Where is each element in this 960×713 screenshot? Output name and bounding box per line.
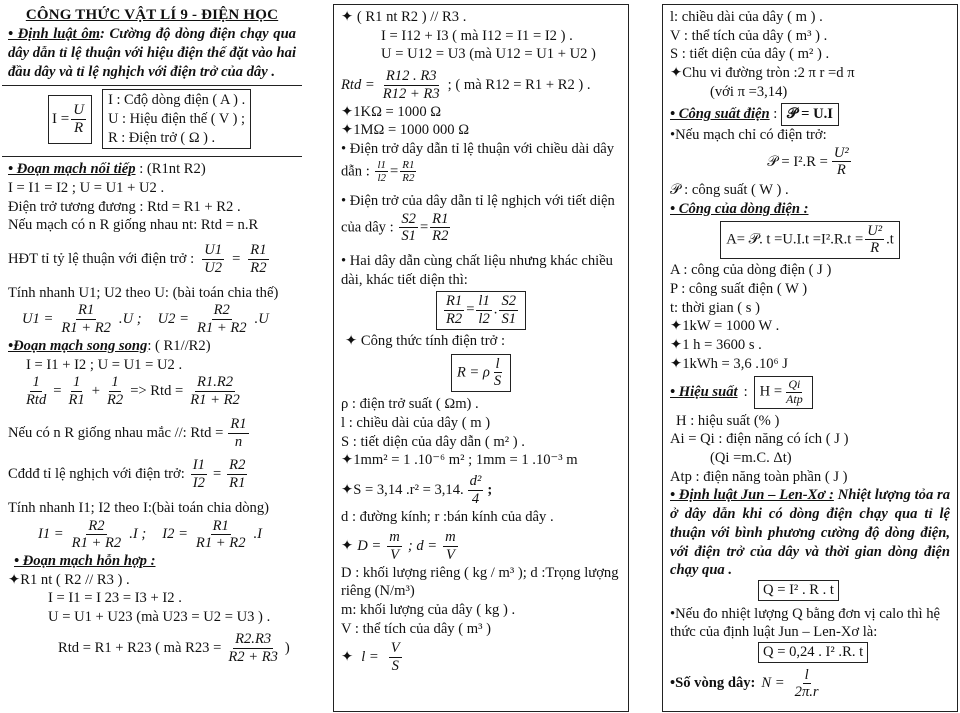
formula-text: V: [390, 546, 400, 563]
turns-row: [670, 667, 950, 702]
formula-text: R: [836, 162, 846, 179]
formula-text: R: [74, 119, 84, 136]
formula-text: I = I1 = I2 ; U = U1 + U2 .: [8, 180, 165, 197]
formula-text: R2: [229, 457, 246, 474]
column-middle: [333, 4, 629, 712]
formula-text: Nhiệt lượng tỏa ra ở dây dẫn khi có dòng điện chạy qua tỉ lệ thuận với bình phương cường độ dòng điện, với điện trở của dây và thời gian dòng điện chạy qua .: [670, 487, 951, 579]
formula-text: .t: [886, 231, 894, 248]
formula-text: 1: [111, 374, 119, 391]
formula-text: (với π =3,14): [710, 83, 788, 100]
formula-text: R1: [250, 242, 267, 259]
formula-text: HĐT tỉ tỷ lệ thuận với điện trở :: [8, 250, 195, 267]
formula-text: n: [234, 433, 243, 450]
formula-text: 1: [72, 374, 81, 391]
formula-text: S2: [501, 293, 517, 310]
ohm-legend: [102, 89, 251, 149]
formula-text: U1 =: [22, 311, 54, 328]
fraction: [832, 145, 851, 180]
fraction: [444, 293, 464, 328]
formula-text: Atp : điện năng toàn phần ( J ): [670, 468, 848, 485]
formula-text: Atp: [786, 392, 803, 406]
cal-formula: Q = 0,24 . I² .R. t: [758, 642, 868, 663]
fraction: [443, 529, 458, 564]
formula-text: R1: [402, 158, 415, 171]
formula-text: Ai = Qi : điện năng có ích ( J ): [670, 431, 849, 448]
res-prop: • Điện trở dây dẫn tỉ lệ thuận với chiều dài dây dẫn : $\frac{l1}{l2}$ = $\frac{R1}{R2}$: [341, 140, 615, 185]
ohm-text: : Cường độ dòng điện chạy qua dây dẫn tỉ lệ thuận với hiệu điện thế đặt vào hai đầu dây và tỉ lệ nghịch với điện trở của dây .: [8, 26, 296, 80]
formula-text: l =: [361, 649, 379, 666]
formula-text: U = U1 + U23 (mà U23 = U2 = U3 ) .: [48, 609, 271, 626]
formula-text: H : hiệu suất (% ): [676, 412, 780, 429]
formula-text: N =: [761, 675, 785, 692]
formula-text: ; d =: [407, 538, 438, 555]
formula-text: U : Hiệu điện thế ( V ) ;: [108, 110, 246, 127]
fraction: [492, 356, 503, 391]
formula-text: • Công suất điện: [670, 106, 770, 123]
formula-text: l: chiều dài của dây ( m ) .: [670, 9, 823, 25]
formula-text: R1: [78, 302, 95, 319]
formula-text: A : công của dòng điện ( J ): [670, 262, 832, 279]
fraction: [375, 159, 388, 185]
fraction: [248, 242, 268, 277]
formula-text: • Hai dây dẫn cùng chất liệu nhưng khác chiều dài, khác tiết diện thì:: [341, 253, 613, 288]
ohm-law: [8, 25, 296, 81]
formula-text: V: [445, 546, 455, 563]
formula-text: R2: [213, 302, 230, 319]
fraction: [59, 302, 113, 337]
formula-text: R1: [212, 517, 229, 534]
formula-text: Nếu có n R giống nhau mắc //: Rtd =: [8, 424, 224, 441]
formula-text: l2: [377, 172, 386, 185]
fraction: [67, 374, 87, 409]
i-split-formula: [8, 518, 296, 553]
formula-text: ✦: [341, 649, 354, 666]
formula-text: D =: [357, 538, 382, 555]
formula-text: ✦ ( R1 nt R2 ) // R3 .: [341, 9, 467, 25]
joule-formula-row: [670, 580, 950, 601]
formula-text: t: thời gian ( s ): [670, 299, 760, 316]
series-section: [8, 160, 296, 336]
formula-text: ✦1KΩ = 1000 Ω: [341, 103, 442, 120]
formula-text: I : Cđộ dòng điện ( A ) .: [108, 92, 246, 109]
mixed-rtd-formula: [8, 631, 296, 666]
formula-text: ✦R1 nt ( R2 // R3 ) .: [8, 571, 130, 588]
formula-text: Tính nhanh U1; U2 theo U: (bài toán chia thế): [8, 284, 279, 301]
formula-text: U2 =: [157, 311, 189, 328]
formula-text: P : công suất điện ( W ): [670, 280, 808, 297]
mixed-section: [8, 552, 296, 665]
formula-text: I2: [192, 475, 205, 492]
formula-text: ✦1kWh = 3,6 .10⁶ J: [670, 355, 788, 372]
formula-text: ✦1kW = 1000 W .: [670, 318, 780, 335]
formula-text: V: [390, 640, 400, 657]
formula-text: R2: [250, 259, 267, 276]
formula-text: I =: [52, 110, 70, 127]
formula-text: U²: [867, 222, 883, 239]
fraction: [865, 223, 884, 258]
formula-text: R1: [432, 210, 449, 227]
fraction: [105, 374, 125, 409]
ohm-formula-row: [8, 89, 296, 149]
formula-text: U = U12 = U3 (mà U12 = U1 + U2 ): [381, 46, 596, 63]
resistance-formula: [341, 354, 621, 393]
cddd-ratio: Cđdđ tỉ lệ nghịch với điện trở: $\frac{I1}{I2}$ = $\frac{R2}{R1}$: [8, 457, 246, 492]
formula-text: m: khối lượng của dây ( kg ) .: [341, 602, 516, 619]
formula-text: S: [493, 373, 502, 390]
efficiency-row: • Hiệu suất : H = $\frac{Qi}{\text{Atp}}$: [670, 376, 950, 409]
formula-text: d²: [469, 472, 482, 489]
formula-text: Rtd =: [341, 76, 375, 93]
formula-text: Rtd = R1 + R23 ( mà R23 =: [58, 639, 222, 656]
formula-text: V : thể tích của dây ( m³ ): [341, 620, 491, 637]
formula-text: => Rtd =: [130, 383, 184, 400]
formula-text: V : thể tích của dây ( m³ ) .: [670, 27, 828, 44]
ohm-formula: [48, 95, 92, 145]
fraction: [399, 211, 418, 246]
formula-text: .I: [253, 526, 263, 543]
formula-text: I = I1 + I2 ; U = U1 = U2 .: [26, 356, 183, 373]
formula-text: R12 + R3: [382, 85, 440, 102]
formula-text: •Nếu mạch chỉ có điện trở:: [670, 127, 827, 144]
formula-text: ✦S = 3,14 .r² = 3,14.: [341, 481, 464, 498]
formula-text: • Điện trở dây dẫn tỉ lệ thuận với chiều dài dây dẫn :: [341, 140, 615, 180]
formula-text: ): [284, 639, 290, 656]
density-formula: [341, 529, 621, 564]
formula-text: R1 + R2: [71, 535, 122, 552]
formula-text: ✦1 h = 3600 s .: [670, 336, 762, 353]
formula-text: .U ;: [118, 311, 142, 328]
formula-text: R2: [432, 228, 449, 245]
formula-text: R2: [402, 172, 415, 185]
formula-text: ✦Chu vi đường tròn :2 π r =d π: [670, 65, 855, 82]
formula-text: 4: [471, 490, 480, 507]
page-title: CÔNG THỨC VẬT LÍ 9 - ĐIỆN HỌC: [25, 7, 279, 23]
formula-text: D : khối lượng riêng ( kg / m³ ); d :Trọng lượng riêng (N/m³): [341, 564, 619, 600]
formula-text: R1 + R2: [190, 391, 240, 408]
formula-text: U1: [204, 242, 223, 259]
formula-text: Rtd: [26, 391, 47, 408]
fraction: [70, 518, 124, 553]
hdt-ratio: HĐT tỉ tỷ lệ thuận với điện trở : $\frac{U1}{U2}$ = $\frac{R1}{R2}$: [8, 242, 267, 276]
formula-text: 𝒫 = I².R =: [767, 153, 828, 170]
formula-text: : (R1nt R2): [139, 161, 206, 178]
formula-text: Qi: [788, 377, 801, 392]
fraction: [389, 640, 402, 675]
formula-text: (Qi =m.C. Δt): [710, 450, 792, 467]
fraction: [188, 374, 242, 409]
formula-text: U²: [833, 144, 849, 161]
fraction: [400, 159, 416, 185]
formula-text: .U: [254, 311, 269, 328]
fraction: [381, 68, 442, 103]
formula-text: • Hiệu suất: [670, 384, 738, 401]
parallel-section: [8, 337, 296, 552]
formula-text: R1: [68, 391, 85, 408]
formula-text: • Điện trở của dây dẫn tỉ lệ nghịch với tiết diện của dây :: [341, 192, 615, 236]
fraction: [228, 416, 248, 451]
formula-text: ;: [487, 481, 493, 498]
power-formula: 𝒫 = U.I: [781, 103, 839, 126]
formula-text: : ( R1//R2): [147, 337, 211, 354]
formula-text: R1: [229, 475, 246, 492]
fraction: [191, 457, 207, 492]
formula-text: d : đường kính; r :bán kính của dây .: [341, 508, 554, 525]
formula-text: A= 𝒫. t =U.I.t =I².R.t =: [726, 231, 864, 248]
formula-text: m: [389, 529, 400, 546]
formula-text: H =: [759, 383, 783, 400]
formula-text: R2 + R3: [228, 648, 278, 665]
formula-text: R = ρ: [456, 364, 490, 381]
formula-text: S2: [401, 210, 416, 227]
formula-text: R1 + R2: [61, 320, 111, 337]
fraction: [194, 518, 248, 553]
formula-text: R : Điện trở ( Ω ) .: [108, 129, 216, 146]
formula-text: S1: [501, 311, 517, 328]
u-split-formula: [8, 302, 296, 337]
formula-text: I1 =: [38, 526, 64, 543]
formula-text: ; ( mà R12 = R1 + R2 ) .: [447, 76, 591, 93]
series-heading: • Đoạn mạch nối tiếp: [8, 161, 136, 178]
joule-formula: Q = I² . R . t: [758, 580, 839, 601]
formula-text: S1: [401, 228, 416, 245]
formula-text: Nếu mạch có n R giống nhau nt: Rtd = n.R: [8, 217, 259, 234]
formula-text: 1: [32, 374, 40, 391]
fraction: [476, 293, 491, 328]
formula-text: 𝒫 : công suất ( W ) .: [670, 182, 789, 199]
formula-text: •Số vòng dây:: [670, 675, 756, 692]
fraction: [24, 374, 48, 409]
formula-text: l : chiều dài của dây ( m ): [341, 414, 491, 431]
formula-text: R2.R3: [235, 630, 272, 647]
work-formula: [670, 221, 950, 260]
fraction: [71, 102, 86, 138]
formula-text: I2 =: [162, 526, 188, 543]
formula-text: R1: [445, 293, 463, 310]
formula-text: Điện trở tương đương : Rtd = R1 + R2 .: [8, 198, 241, 215]
formula-text: U2: [204, 259, 223, 276]
formula-text: Cđdđ tỉ lệ nghịch với điện trở:: [8, 466, 185, 483]
formula-text: l1: [377, 158, 386, 171]
formula-text: U: [71, 102, 86, 120]
power-heading-row: • Công suất điện : 𝒫 = U.I: [670, 103, 950, 126]
fraction: [226, 631, 280, 666]
formula-text: R1: [230, 415, 247, 432]
formula-text: 2π.r: [794, 684, 819, 701]
formula-text: l1: [478, 293, 490, 310]
fraction: [793, 667, 821, 702]
formula-text: R1 + R2: [195, 535, 246, 552]
formula-text: l: [804, 666, 809, 683]
fraction: [195, 302, 249, 337]
area-formula: [341, 473, 621, 508]
formula-text: R: [870, 240, 880, 257]
formula-text: Tính nhanh I1; I2 theo I:(bài toán chia dòng): [8, 499, 269, 516]
formula-text: R1 + R2: [196, 320, 247, 337]
formula-text: I = I12 + I3 ( mà I12 = I1 = I2 ) .: [381, 27, 573, 44]
formula-text: ✦1mm² = 1 .10⁻⁶ m² ; 1mm = 1 .10⁻³ m: [341, 452, 578, 469]
formula-text: ✦ Công thức tính điện trở :: [345, 333, 505, 350]
formula-text: m: [445, 529, 456, 546]
formula-text: S: [391, 658, 399, 675]
joule-law: [670, 486, 950, 579]
formula-text: R1.R2: [197, 374, 234, 391]
formula-text: ✦: [341, 538, 354, 555]
same-material-formula: $\frac{R1}{R2}$ = $\frac{l1}{l2}$ . $\frac{S2}{S1}$: [341, 291, 621, 330]
formula-text: •Nếu đo nhiệt lượng Q bằng đơn vị calo thì hệ thức của định luật Jun – Len-Xơ là:: [670, 605, 941, 641]
fraction: [468, 473, 484, 508]
fraction: [387, 529, 402, 564]
formula-text: ρ : điện trở suất ( Ωm) .: [341, 396, 479, 413]
formula-text: • Định luật Jun – Len-Xơ :: [670, 487, 834, 504]
power-resistive-formula: [670, 145, 950, 180]
length-formula: [341, 640, 621, 675]
work-heading: • Công của dòng điện :: [670, 200, 809, 217]
fraction: [499, 293, 518, 328]
fraction: [784, 378, 805, 407]
formula-text: l: [495, 355, 500, 372]
formula-text: l2: [478, 311, 490, 328]
fraction: [202, 242, 224, 277]
formula-text: I1: [192, 457, 205, 474]
formula-text: S : tiết diện của dây dẫn ( m² ) .: [341, 433, 525, 450]
formula-text: S : tiết diện của dây ( m² ) .: [670, 46, 830, 63]
fraction: [227, 457, 247, 492]
fraction: [430, 211, 450, 246]
mixed-heading: • Đoạn mạch hỗn hợp :: [14, 553, 156, 570]
rtd-12-3-formula: [341, 68, 621, 103]
formula-text: ✦1MΩ = 1000 000 Ω: [341, 122, 470, 139]
formula-text: R2: [106, 391, 124, 408]
n-parallel: [8, 416, 296, 451]
formula-text: .I ;: [129, 526, 147, 543]
parallel-heading: •Đoạn mạch song song: [8, 337, 148, 354]
cal-formula-row: [670, 642, 950, 663]
formula-text: R12 . R3: [385, 68, 437, 85]
parallel-formula: $\frac{1}{\text{Rtd}}$ = $\frac{1}{R1}$ + $\frac{1}{R2}$ => Rtd = $\frac{R1.R2}{R1 + R2}$: [26, 374, 240, 408]
ohm-heading: • Định luật ôm: [8, 26, 100, 43]
column-right: [662, 4, 958, 712]
column-left: [2, 4, 302, 712]
formula-text: R2: [445, 311, 463, 328]
formula-text: I = I1 = I 23 = I3 + I2 .: [48, 590, 182, 607]
formula-text: R2: [88, 517, 105, 534]
res-inv: • Điện trở của dây dẫn tỉ lệ nghịch với tiết diện của dây : $\frac{S2}{S1}$ = $\frac{R1}{R2}$: [341, 192, 615, 245]
